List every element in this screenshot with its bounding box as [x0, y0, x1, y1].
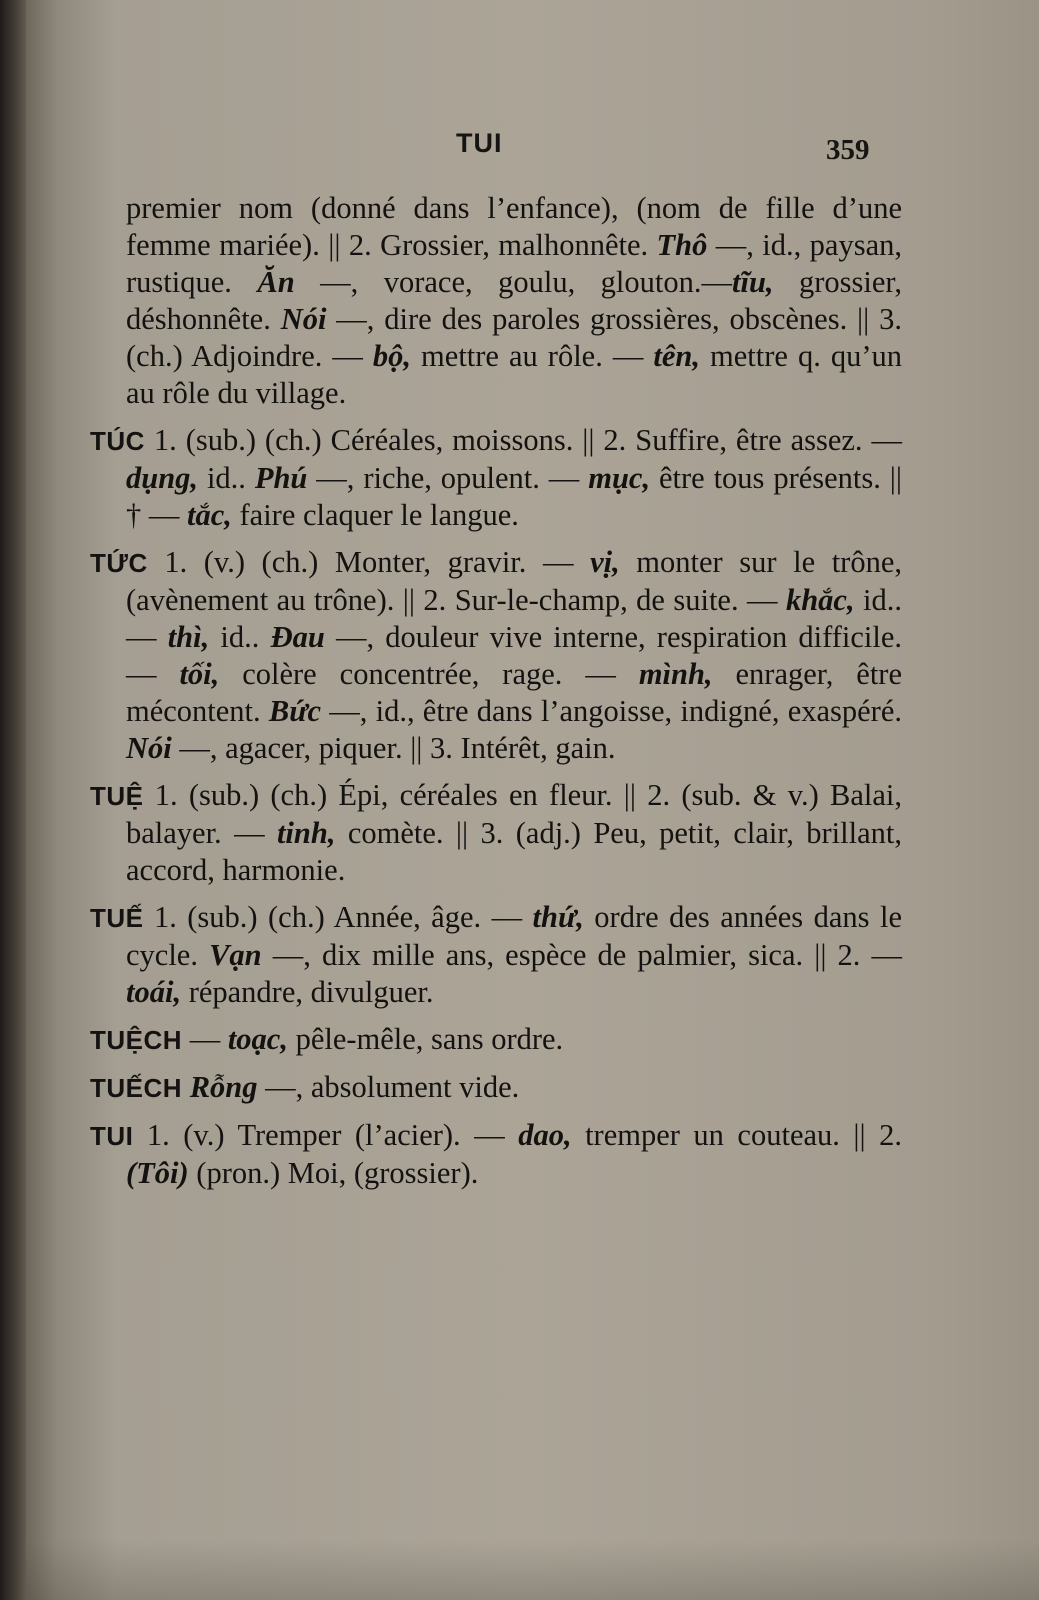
definition-text: —, dix mille ans, espèce de palmier, sica. || 2. —	[261, 938, 902, 972]
definition-text: id..	[198, 461, 255, 495]
headword: TUỆCH	[90, 1025, 183, 1055]
vietnamese-term: Rỗng	[189, 1070, 258, 1104]
dictionary-entry	[90, 1117, 902, 1192]
definition-text: 1. (v.) Tremper (l’acier). —	[133, 1118, 519, 1152]
vietnamese-term: bộ,	[372, 339, 412, 373]
vietnamese-term: dụng,	[126, 461, 199, 495]
definition-text: id..	[209, 620, 271, 654]
definition-text: —, riche, opulent. —	[307, 461, 589, 495]
vietnamese-term: tinh,	[276, 816, 336, 850]
definition-text: mettre au rôle. —	[411, 339, 654, 373]
vietnamese-term: Phú	[254, 461, 308, 495]
vietnamese-term: mình,	[638, 657, 713, 691]
dictionary-entry	[90, 899, 902, 1011]
definition-text: 1. (v.) (ch.) Monter, gravir. —	[147, 545, 591, 579]
headword: TUẾCH	[90, 1073, 183, 1103]
vietnamese-term: thứ,	[532, 900, 584, 934]
definition-text: faire claquer le langue.	[231, 498, 519, 532]
definition-text: —, dire des paroles grossières, obscènes. || 3. (ch.) Adjoindre. —	[126, 302, 902, 373]
definition-text: répandre, divulguer.	[181, 975, 434, 1009]
vietnamese-term: Ăn	[257, 265, 295, 299]
vietnamese-term: Đau	[270, 620, 325, 654]
headword: TUẾ	[90, 903, 144, 933]
definition-text: enrager, être mécontent.	[126, 657, 902, 728]
definition-text: être tous présents. || † —	[126, 461, 902, 532]
dictionary-entries	[90, 190, 902, 1202]
vietnamese-term: Thô	[656, 228, 708, 262]
definition-text: 1. (sub.) (ch.) Année, âge. —	[143, 900, 533, 934]
vietnamese-term: tối,	[179, 657, 220, 691]
vietnamese-term: Nói	[280, 302, 327, 336]
vietnamese-term: toái,	[126, 975, 182, 1009]
definition-text	[182, 1070, 190, 1104]
definition-text: —, id., être dans l’angoisse, indigné, exaspéré.	[321, 694, 902, 728]
definition-text: 1. (sub.) (ch.) Céréales, moissons. || 2. Suffire, être assez. —	[144, 423, 902, 457]
dictionary-entry	[90, 1021, 902, 1059]
running-head: TUI	[456, 128, 503, 158]
vietnamese-term: toạc,	[227, 1022, 288, 1056]
vietnamese-term: mục,	[588, 461, 651, 495]
definition-text: premier nom (donné dans l’enfance), (nom de fille d’une femme mariée). || 2. Grossier, malhonnête.	[126, 191, 902, 262]
dictionary-entry	[90, 1069, 902, 1107]
vietnamese-term: thì,	[167, 620, 210, 654]
vietnamese-term: tên,	[653, 339, 700, 373]
vietnamese-term: dao,	[518, 1118, 572, 1152]
headword: TUỆ	[90, 781, 144, 811]
definition-text: —, douleur vive interne, respiration difficile. —	[126, 620, 902, 691]
definition-text: tremper un couteau. || 2.	[571, 1118, 902, 1152]
definition-text: colère concentrée, rage. —	[219, 657, 639, 691]
dictionary-entry	[90, 544, 902, 767]
vietnamese-term: (Tôi)	[126, 1156, 189, 1190]
page-number: 359	[826, 134, 870, 166]
vietnamese-term: khắc,	[785, 583, 855, 617]
vietnamese-term: tắc,	[187, 498, 232, 532]
vietnamese-term: tĩu,	[732, 265, 774, 299]
definition-text: —, vorace, goulu, glouton.—	[294, 265, 732, 299]
definition-text: —, agacer, piquer. || 3. Intérêt, gain.	[171, 731, 616, 765]
definition-text: —	[182, 1022, 228, 1056]
vietnamese-term: Nói	[126, 731, 172, 765]
dictionary-entry	[90, 777, 902, 889]
definition-text: grossier, déshonnête.	[126, 265, 902, 336]
definition-text: comète. || 3. (adj.) Peu, petit, clair, brillant, accord, harmonie.	[126, 816, 902, 887]
definition-text: 1. (sub.) (ch.) Épi, céréales en fleur. || 2. (sub. & v.) Balai, balayer. —	[126, 778, 902, 850]
definition-text: monter sur le trône, (avènement au trône). || 2. Sur-le-champ, de suite. —	[126, 545, 902, 617]
vietnamese-term: Vạn	[209, 938, 262, 972]
definition-text: id.. —	[126, 583, 902, 654]
definition-text: pêle-mêle, sans ordre.	[287, 1022, 564, 1056]
definition-text: ordre des années dans le cycle.	[126, 900, 902, 972]
definition-text: —, id., paysan, rustique.	[126, 228, 902, 299]
definition-text: mettre q. qu’un au rôle du village.	[126, 339, 903, 410]
entry-continuation	[90, 190, 902, 412]
vietnamese-term: vị,	[590, 545, 620, 579]
vietnamese-term: Bức	[268, 694, 322, 728]
headword: TUI	[90, 1121, 134, 1151]
definition-text: (pron.) Moi, (grossier).	[188, 1156, 479, 1190]
headword: TÚC	[90, 426, 145, 456]
dictionary-entry	[90, 422, 902, 534]
dictionary-page	[26, 0, 1039, 1600]
definition-text: —, absolument vide.	[257, 1070, 520, 1104]
headword: TỨC	[90, 548, 148, 578]
page-header	[26, 128, 1039, 168]
